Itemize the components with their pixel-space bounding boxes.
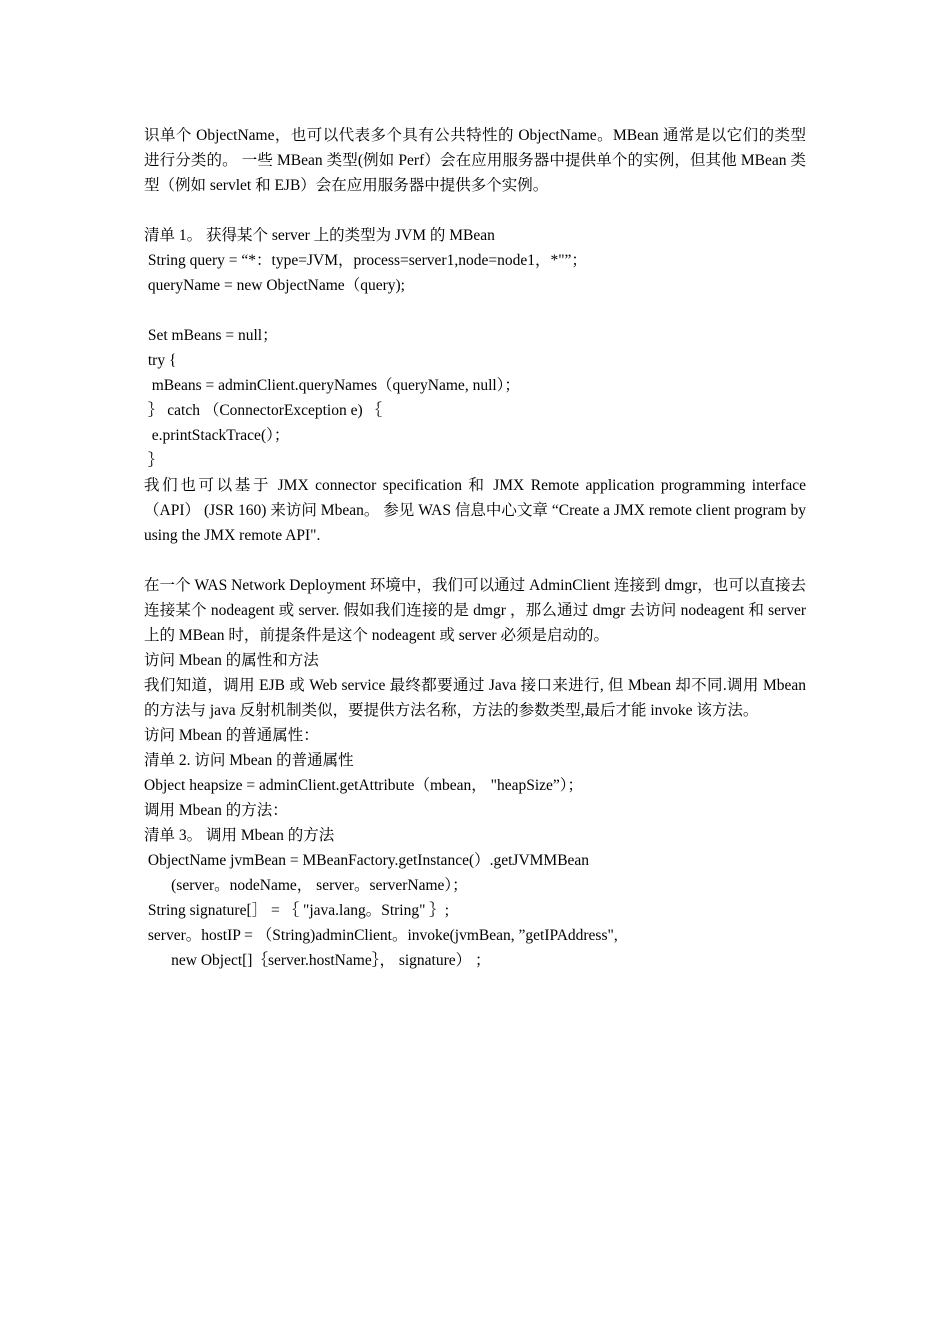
code-line: String signature[］ = ｛ "java.lang。String" ｝;	[144, 902, 450, 919]
paragraph-objectname-intro: 识单个 ObjectName，也可以代表多个具有公共特性的 ObjectName。MBean 通常是以它们的类型进行分类的。 一些 MBean 类型(例如 Perf）会在应用服务器中提供单个的实例，但其他 MBean 类型（例如 servlet 和 EJB）会在应用服务器中提供多个实例。	[144, 127, 806, 194]
code-line: ｝	[144, 452, 164, 469]
code-line: new Object[]｛server.hostName｝， signature） ；	[144, 952, 491, 969]
listing-1-title: 清单 1。 获得某个 server 上的类型为 JVM 的 MBean	[144, 227, 495, 244]
code-line: ｝ catch （ConnectorException e) ｛	[144, 402, 383, 419]
code-line: server。hostIP = （String)adminClient。invoke(jvmBean, ”getIPAddress",	[144, 927, 618, 944]
code-line: try {	[144, 352, 177, 369]
listing-2-title: 清单 2. 访问 Mbean 的普通属性	[144, 752, 354, 769]
code-line: ObjectName jvmBean = MBeanFactory.getInstance(）.getJVMMBean	[144, 852, 590, 869]
paragraph-invoke-method: 我们知道，调用 EJB 或 Web service 最终都要通过 Java 接口来进行, 但 Mbean 却不同.调用 Mbean 的方法与 java 反射机制类似，要提供方法名称，方法的参数类型,最后才能 invoke 该方法。	[144, 677, 806, 719]
code-line: Object heapsize = adminClient.getAttribute（mbean， "heapSize”）；	[144, 777, 584, 794]
code-line: Set mBeans = null；	[144, 327, 278, 344]
code-line: mBeans = adminClient.queryNames（queryName, null）；	[144, 377, 520, 394]
code-line	[144, 298, 806, 323]
section-heading-attributes: 访问 Mbean 的普通属性：	[144, 727, 319, 744]
code-line: queryName = new ObjectName（query);	[144, 277, 405, 294]
code-line: String query = “*：type=JVM，process=server1,node=node1，*"”；	[144, 252, 587, 269]
code-line: (server。nodeName， server。serverName）；	[144, 877, 468, 894]
document-page	[144, 123, 806, 973]
paragraph-network-deployment: 在一个 WAS Network Deployment 环境中，我们可以通过 AdminClient 连接到 dmgr，也可以直接去连接某个 nodeagent 或 server. 假如我们连接的是 dmgr ，那么通过 dmgr 去访问 nodeagent 和 server 上的 MBean 时，前提条件是这个 nodeagent 或 server 必须是启动的。	[144, 577, 806, 644]
section-heading-access: 访问 Mbean 的属性和方法	[144, 652, 319, 669]
code-line: e.printStackTrace(）；	[144, 427, 290, 444]
listing-3-title: 清单 3。 调用 Mbean 的方法	[144, 827, 335, 844]
paragraph-jmx-remote: 我们也可以基于 JMX connector specification 和 JMX Remote application programming interface （API） (JSR 160) 来访问 Mbean。 参见 WAS 信息中心文章 “Create a JMX remote client program by using the JMX remote API".	[144, 477, 806, 544]
blank-line	[144, 548, 806, 573]
section-heading-methods: 调用 Mbean 的方法：	[144, 802, 288, 819]
blank-line	[144, 198, 806, 223]
